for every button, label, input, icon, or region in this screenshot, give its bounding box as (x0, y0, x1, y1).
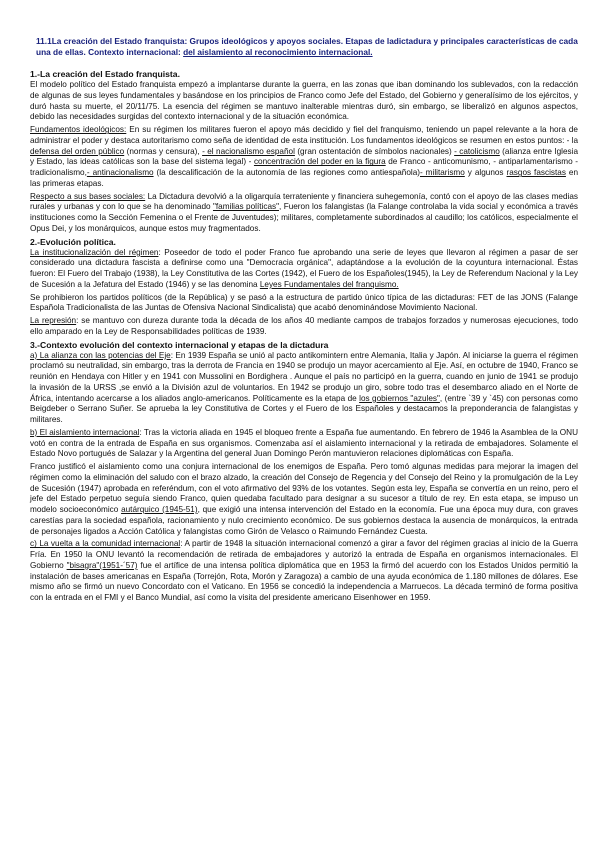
section-1-paragraph-ideology: Fundamentos ideológicos: En su régimen los militares fueron el apoyo más decidido y fiel del franquismo, teniendo un papel relevante a la hora de administrar el poder y destaca autoritarismo como seña de identidad de esta institución. Los fundamentos ideológicos se resumen en estos puntos: - la defensa del orden público (normas y censura), - el nacionalismo español (gran ostentación de símbolos nacionales) - catolicismo (alianza entre Iglesia y Estado, las ideas católicas son la base del sistema legal) - concentración del poder en la figura de Franco - anticomunismo, - antiparlamentarismo - tradicionalismo,- antinacionalismo (la descalificación de la autonomía de las regiones como antiespañola)- militarismo y algunos rasgos fascistas en las primeras etapas. (30, 125, 579, 188)
section-3-paragraph-return: c) La vuelta a la comunidad internacional: A partir de 1948 la situación internacional comenzó a girar a favor del régimen gracias al inicio de la Guerra Fría. En 1950 la ONU levantó la recomendación de retirada de embajadores y autorizó la entrada de España en organismos internacionales. El Gobierno "bisagra"(1951-´57) fue el artífice de una intensa política diplomática que en 1953 la firmó del acuerdo con los Estados Unidos permitió la instalación de bases americanas en España (Torrejón, Rota, Morón y Zaragoza) a cambio de una ayuda económica de 1.180 millones de dólares. Ese mismo año se firmó un nuevo Concordato con el Vaticano. En 1956 se concedió la independencia a Marruecos. La década terminó de forma positiva con la entrada en el FMI y el Banco Mundial, así como la visita del presidente americano Eisenhower en 1959. (30, 539, 578, 603)
section-2-paragraph-parties: Se prohibieron los partidos políticos (de la República) y se pasó a la estructura de partido único típica de las dictaduras: FET de las JONS (Falange Española Tradicionalista de las Juntas de Ofensiva Nacional Sindicalista) que acabó denominándose Movimiento Nacional. (30, 292, 578, 313)
section-1-paragraph-1: El modelo político del Estado franquista empezó a implantarse durante la guerra, en las zonas que iban dominando los sublevados, con la redacción de algunas de sus leyes fundamentales y basándose en los principios de Franco como Jefe del Estado, del Gobierno y generalísimo de los ejércitos, y duró hasta su muerte, el 20/11/75. La esencia del régimen se mantuvo inalterable mientras duró, sin embargo, se liberalizó en algunos aspectos, debido las necesidades surgidas del contexto internacional y de la situación económica. (30, 80, 578, 122)
section-3-heading: 3.-Contexto evolución del contexto internacional y etapas de la dictadura (30, 339, 329, 350)
section-3-paragraph-franco-justification: Franco justificó el aislamiento como una conjura internacional de los enemigos de España. Pero tomó algunas medidas para mejorar la imagen del régimen como la eliminación del saludo con el brazo alzado, la creación del Consejo de Regencia y del Consejo del Reino y la promulgación de la Ley de Sucesión (1947) aprobada en referéndum, con el voto afirmativo del 93% de los votantes. Según esta ley, España se convertía en un reino, pero el jefe del Estado perpetuo seguía siendo Franco, quien quedaba facultado para designar a su sucesor a título de rey. En esta etapa, se impuso un modelo socioeconómico autárquico (1945-51), que exigió una intensa intervención del Estado en la economía. Fue una época muy dura, con graves carestías para la sociedad española, racionamiento y nulo crecimiento económico. De sus gobiernos destaca la ausencia de monárquicos, la entrada de personajes ligados a Acción Católica y falangistas como Girón de Velasco o Raimundo Fernández Cuesta. (30, 462, 578, 536)
document-page (30, 36, 578, 606)
section-1-paragraph-social-bases: Respecto a sus bases sociales: La Dictadura devolvió a la oligarquía terrateniente y financiera suhegemonía, contó con el apoyo de las clases medias rurales y urbanas y con lo que se ha denominado "familias políticas", Fueron los falangistas (la Falange controlaba la vida social y económica a través instituciones como la Sección Femenina o el Frente de Juventudes); militares, completamente subordinados al caudillo; los católicos, especialmente el Opus Dei, y los monárquicos, aunque estos muy fragmentados. (30, 191, 578, 233)
section-1-heading: 1.-La creación del Estado franquista. (30, 69, 180, 80)
section-2-heading: 2.-Evolución política. (30, 236, 116, 247)
title-underlined-part: del aislamiento al reconocimiento internacional. (183, 46, 373, 57)
section-2-paragraph-repression: La represión: se mantuvo con dureza durante toda la década de los años 40 mediante campos de trabajos forzados y numerosas ejecuciones, todo ello amparado en la Ley de Responsabilidades políticas de 1939. (30, 316, 578, 336)
section-3-paragraph-isolation: b) El aislamiento internacional: Tras la victoria aliada en 1945 el bloqueo frente a España fue aumentando. En febrero de 1946 la Asamblea de la ONU votó en contra de la entrada de España en sus organismos. Comenzaba así el aislamiento internacional y la retirada de embajadores. Solamente el Estado Novo portugués de Salazar y la Argentina del general Juan Domingo Perón mantuvieron relaciones diplomáticas con España. (30, 427, 578, 459)
section-2-paragraph-institutionalization: La institucionalización del régimen: Poseedor de todo el poder Franco fue aprobando una serie de leyes que llevaron al régimen a pasar de ser considerado una dictadura fascista a definirse como una "Democracia orgánica", adaptándose a la evolución de la coyuntura internacional. Éstas fueron: El Fuero del Trabajo (1938), la Ley Constitutiva de las Cortes (1942), el Fuero de los Españoles(1945), la Ley de Referendum Nacional y la Ley de Sucesión a la Jefatura del Estado (1946) y se las denomina Leyes Fundamentales del franquismo. (30, 247, 578, 289)
document-title: 11.1La creación del Estado franquista: Grupos ideológicos y apoyos sociales. Etapas de ladictadura y principales características de cada una de ellas. Contexto internacional: del aislamiento al reconocimiento internacional. (36, 36, 578, 57)
section-3-paragraph-axis: a) La alianza con las potencias del Eje: En 1939 España se unió al pacto antikomintern entre Alemania, Italia y Japón. Al iniciarse la guerra el régimen proclamó su neutralidad, sin embargo, tras la derrota de Francia en 1940 se produjo un mayor acercamiento al Eje. Así, en octubre de 1940, Franco se reunión en Hendaya con Hitler y en 1941 con Mussolini en Bordighera . Aunque el país no participó en la guerra, cuando en junio de 1941 se produjo la invasión de la URSS ,se envió a la División azul de voluntarios. En 1942 se produjo un giro, sobre todo tras el desembarco aliado en el Norte de África, intentando acercarse a los aliados anglo-americanos. Políticamente es la etapa de los gobiernos "azules", (entre `39 y `45) con personas como Beigdeber o Serrano Suñer. Se aprueba la ley Constitutiva de Cortes y el Fuero de los Españoles y destacamos la preponderancia de falangistas y militares. (30, 350, 578, 425)
